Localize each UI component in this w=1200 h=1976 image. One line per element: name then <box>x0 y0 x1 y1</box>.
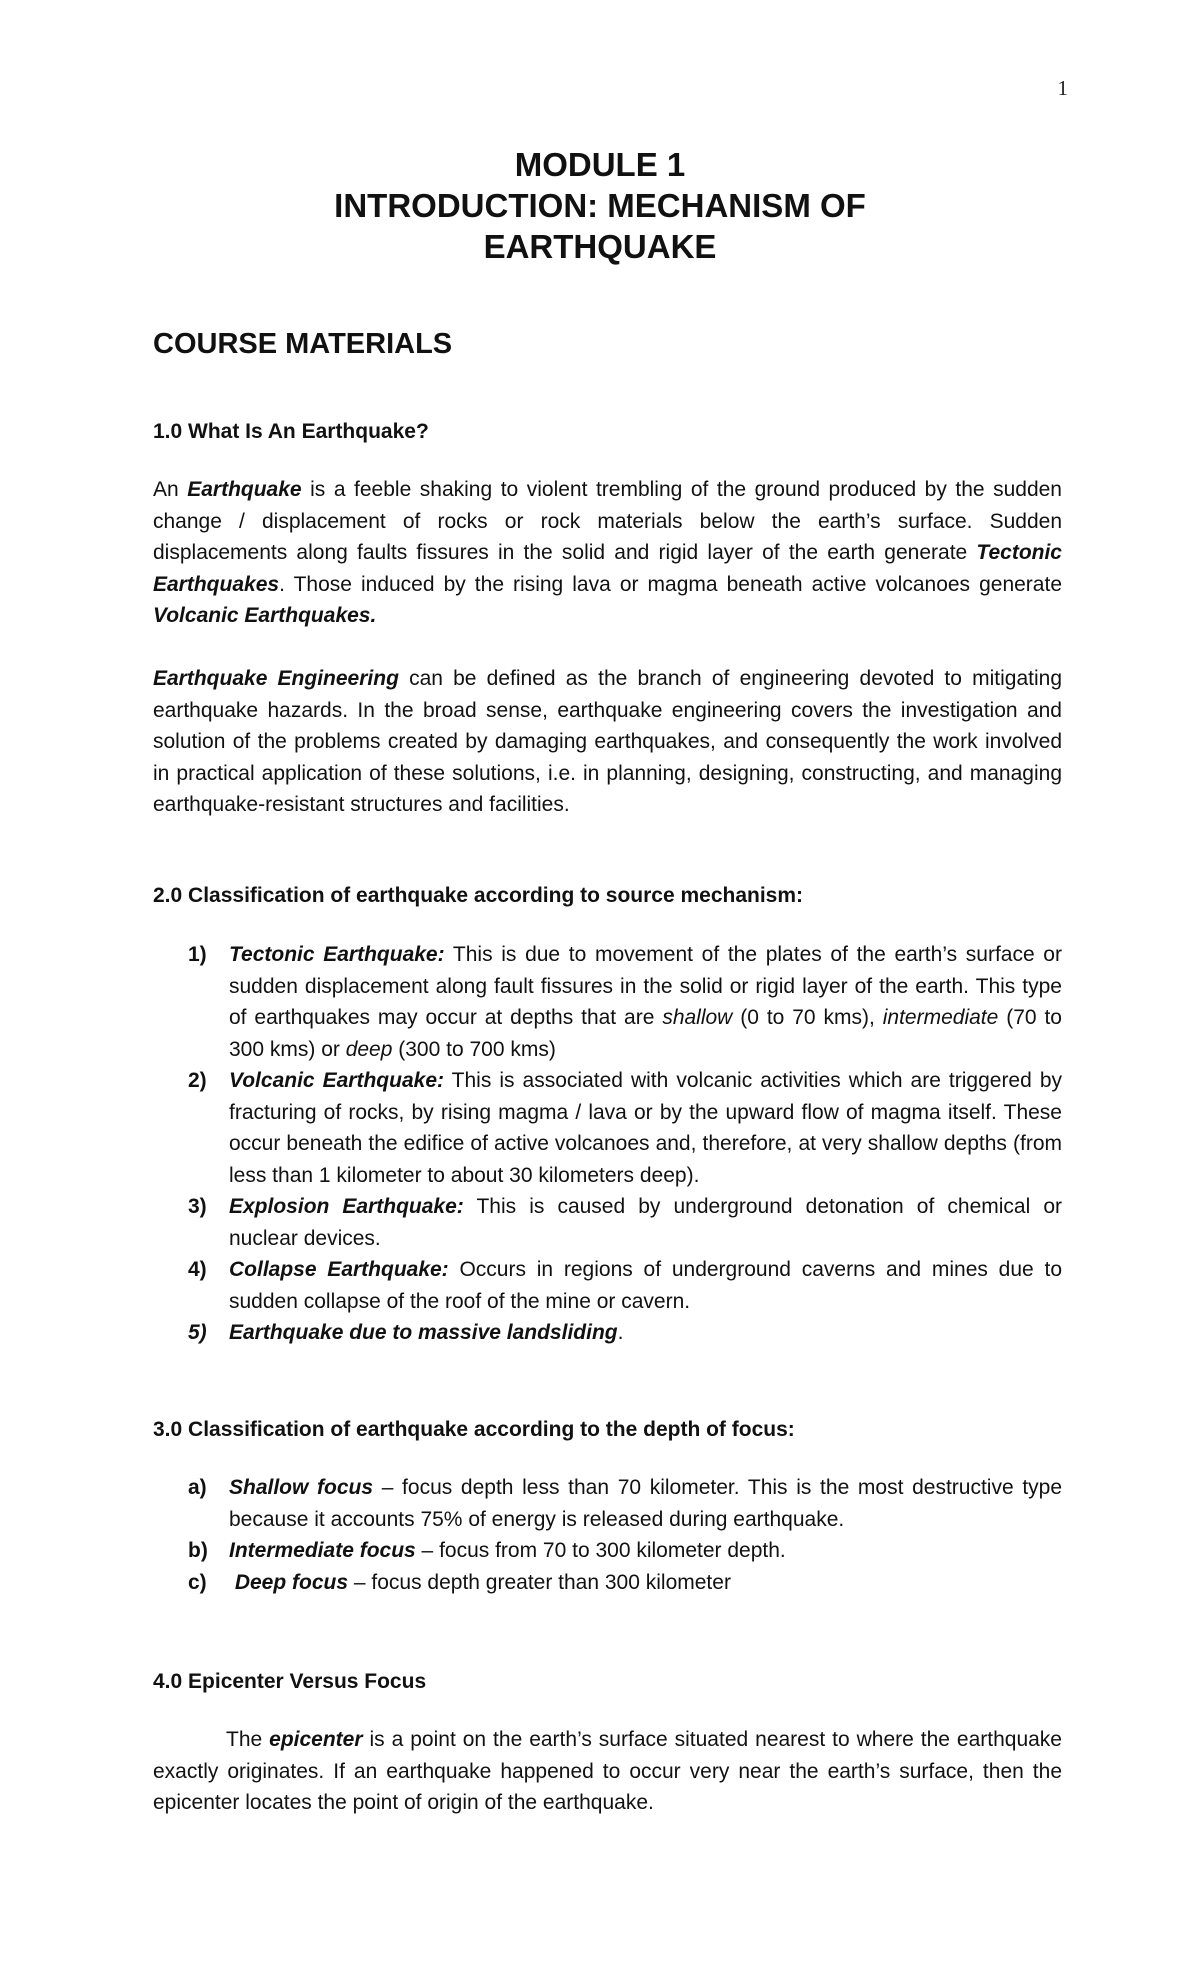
list-marker: c) <box>188 1570 207 1594</box>
section-3-heading: 3.0 Classification of earthquake according to the depth of focus: <box>153 1418 795 1441</box>
list-marker: b) <box>188 1539 208 1562</box>
source-mechanism-list <box>153 939 1062 1349</box>
module-title <box>0 144 1200 267</box>
text: The <box>226 1728 270 1751</box>
term-epicenter: epicenter <box>269 1728 363 1751</box>
list-item-term: Shallow focus <box>229 1476 374 1499</box>
page-number: 1 <box>1057 76 1068 100</box>
list-marker: 4) <box>188 1258 207 1281</box>
text: shallow <box>662 1006 733 1029</box>
section-4-paragraph <box>153 1724 1062 1819</box>
list-item <box>153 1317 1062 1349</box>
list-item <box>153 1567 1062 1599</box>
text: – focus depth greater than 300 kilometer <box>348 1570 731 1594</box>
text: – focus depth less than 70 kilometer. This is the most destructive type because it accounts 75% of energy is released during earthquake. <box>229 1476 1063 1531</box>
title-line-1: MODULE 1 <box>514 146 686 183</box>
list-marker: a) <box>188 1476 207 1499</box>
list-item-term: Explosion Earthquake: <box>229 1195 464 1218</box>
list-item <box>153 1535 1062 1567</box>
term-earthquake: Earthquake <box>187 478 302 501</box>
list-item-term: Deep focus <box>229 1570 349 1594</box>
section-1-heading: 1.0 What Is An Earthquake? <box>153 420 429 443</box>
section-1-paragraph-2 <box>153 663 1062 821</box>
list-item-term: Intermediate focus <box>229 1539 416 1562</box>
text: – focus from 70 to 300 kilometer depth. <box>415 1539 786 1562</box>
text: An <box>153 478 188 501</box>
text: is a feeble shaking to violent trembling of the ground produced by the sudden change / displacement of rocks or rock materials below the earth’s surface. Sudden displacements along faults fissures in the solid and rigid layer of the earth generate <box>153 478 1062 564</box>
list-item-term: Collapse Earthquake: <box>229 1258 449 1281</box>
term-volcanic-earthquakes: Volcanic Earthquakes. <box>153 604 377 627</box>
term-tectonic-earthquakes: Tectonic Earthquakes <box>153 541 1062 596</box>
section-2-heading: 2.0 Classification of earthquake according to source mechanism: <box>153 884 804 907</box>
text: (300 to 700 kms) <box>392 1037 556 1061</box>
list-item <box>153 1254 1062 1317</box>
course-materials-heading: COURSE MATERIALS <box>153 328 453 360</box>
list-marker: 3) <box>188 1195 207 1218</box>
list-item <box>153 1065 1062 1191</box>
text: . <box>617 1321 624 1344</box>
title-line-2: INTRODUCTION: MECHANISM OF <box>334 187 866 224</box>
text: can be defined as the branch of engineering devoted to mitigating earthquake hazards. In the broad sense, earthquake engineering covers the investigation and solution of the problems created by damaging earthquakes, and consequently the work involved in practical application of these solutions, i.e. in planning, designing, constructing, and managing earthquake-resistant structures and facilities. <box>153 667 1062 816</box>
list-marker: 5) <box>188 1321 207 1344</box>
list-item <box>153 1472 1062 1535</box>
text: is a point on the earth’s surface situated nearest to where the earthquake exactly originates. If an earthquake happened to occur very near the earth’s surface, then the epicenter locates the point of origin of the earthquake. <box>153 1728 1062 1814</box>
text: (70 to 300 kms) or <box>229 1006 1062 1061</box>
text: intermediate <box>882 1006 999 1029</box>
list-marker: 1) <box>188 943 207 966</box>
list-item <box>153 939 1062 1065</box>
text: (0 to 70 kms), <box>732 1006 883 1029</box>
list-item-term: Volcanic Earthquake: <box>229 1069 444 1092</box>
text: This is due to movement of the plates of the earth’s surface or sudden displacement along fault fissures in the solid or rigid layer of the earth. This type of earthquakes may occur at depths that are <box>229 943 1062 1029</box>
list-marker: 2) <box>188 1069 207 1092</box>
list-item-term: Earthquake due to massive landsliding <box>229 1321 618 1344</box>
section-4-heading: 4.0 Epicenter Versus Focus <box>153 1670 427 1693</box>
text: deep <box>345 1037 393 1061</box>
list-item <box>153 1191 1062 1254</box>
depth-of-focus-list <box>153 1472 1062 1598</box>
text: Occurs in regions of underground caverns and mines due to sudden collapse of the roof of the mine or cavern. <box>229 1258 1062 1313</box>
text: This is caused by underground detonation of chemical or nuclear devices. <box>229 1195 1062 1250</box>
text: . Those induced by the rising lava or magma beneath active volcanoes generate <box>279 572 1062 596</box>
text: This is associated with volcanic activities which are triggered by fracturing of rocks, by rising magma / lava or by the upward flow of magma itself. These occur beneath the edifice of active volcanoes and, therefore, at very shallow depths (from less than 1 kilometer to about 30 kilometers deep). <box>229 1069 1062 1187</box>
section-1-paragraph-1 <box>153 474 1062 632</box>
title-line-3: EARTHQUAKE <box>483 228 717 265</box>
list-item-term: Tectonic Earthquake: <box>229 943 445 966</box>
term-earthquake-engineering: Earthquake Engineering <box>153 667 399 690</box>
